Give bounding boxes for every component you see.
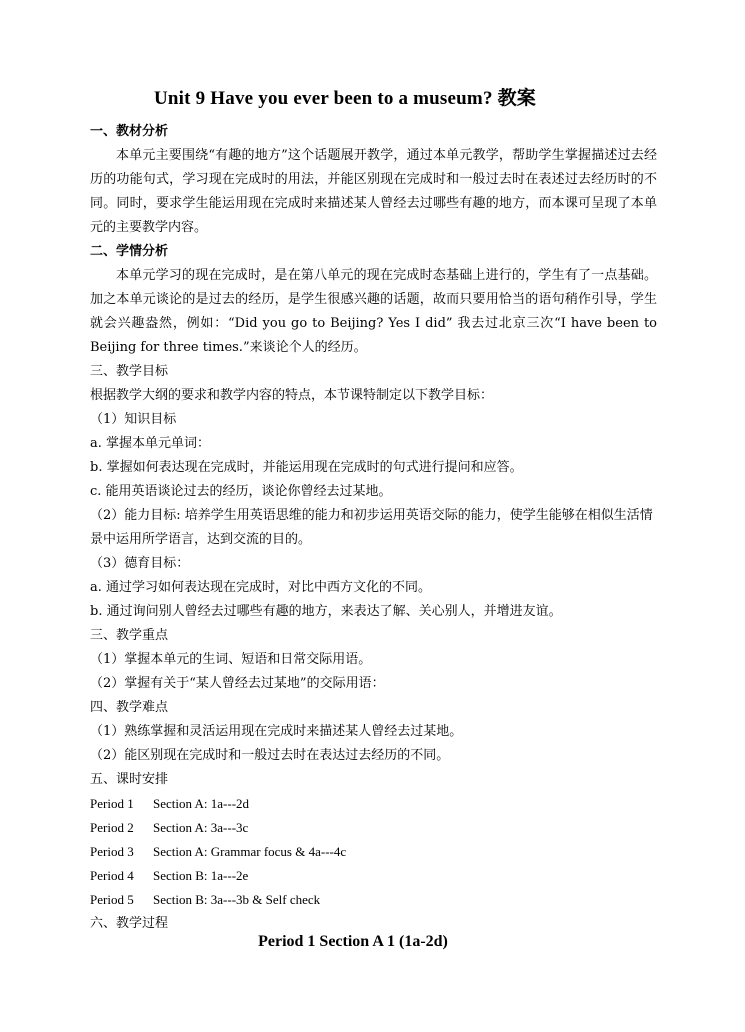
difficulty-2: （2）能区别现在完成时和一般过去时在表达过去经历的不同。 bbox=[90, 748, 450, 763]
period-value: Section A: Grammar focus & 4a---4c bbox=[153, 844, 347, 859]
period-label: Period 5 bbox=[90, 892, 134, 907]
period-value: Section A: 3a---3c bbox=[153, 820, 249, 835]
period-value: Section B: 3a---3b & Self check bbox=[153, 892, 321, 907]
section-heading-textbook-analysis: 一、教材分析 bbox=[90, 124, 169, 139]
section-heading-teaching-process: 六、教学过程 bbox=[90, 916, 169, 931]
period-row-4 bbox=[90, 864, 657, 888]
period-label: Period 1 bbox=[90, 796, 134, 811]
period-title: Period 1 Section A 1 (1a-2d) bbox=[258, 933, 448, 950]
period-label: Period 3 bbox=[90, 844, 134, 859]
section-heading-student-analysis: 二、学情分析 bbox=[90, 244, 169, 259]
textbook-analysis-paragraph: 本单元主要围绕“有趣的地方”这个话题展开教学，通过本单元教学，帮助学生掌握描述过去经历的功能句式，学习现在完成时的用法，并能区别现在完成时和一般过去时在表述过去经历时的不同。同时，要求学生能运用现在完成时来描述某人曾经去过哪些有趣的地方，而本课可呈现了本单元的主要教学内容。 bbox=[90, 148, 657, 235]
knowledge-objective-b: b. 掌握如何表达现在完成时，并能运用现在完成时的句式进行提问和应答。 bbox=[90, 460, 523, 475]
period-value: Section A: 1a---2d bbox=[153, 796, 250, 811]
document-body bbox=[90, 120, 657, 936]
ability-objective: （2）能力目标: 培养学生用英语思维的能力和初步运用英语交际的能力，使学生能够在相似生活情景中运用所学语言，达到交流的目的。 bbox=[90, 508, 653, 547]
section-heading-schedule: 五、课时安排 bbox=[90, 772, 169, 787]
period-row-3 bbox=[90, 840, 657, 864]
section-heading-teaching-objectives: 三、教学目标 bbox=[90, 364, 169, 379]
period-label: Period 4 bbox=[90, 868, 134, 883]
knowledge-objective-a: a. 掌握本单元单词： bbox=[90, 436, 211, 451]
period-label: Period 2 bbox=[90, 820, 134, 835]
knowledge-objective-c: c. 能用英语谈论过去的经历，谈论你曾经去过某地。 bbox=[90, 484, 392, 499]
key-point-1: （1）掌握本单元的生词、短语和日常交际用语。 bbox=[90, 652, 372, 667]
moral-objective-a: a. 通过学习如何表达现在完成时，对比中西方文化的不同。 bbox=[90, 580, 432, 595]
section-heading-key-points: 三、教学重点 bbox=[90, 628, 169, 643]
objectives-intro: 根据教学大纲的要求和教学内容的特点，本节课特制定以下教学目标： bbox=[90, 388, 494, 403]
document-title: Unit 9 Have you ever been to a museum? 教案 bbox=[153, 88, 537, 109]
period-row-2 bbox=[90, 816, 657, 840]
student-analysis-paragraph: 本单元学习的现在完成时，是在第八单元的现在完成时态基础上进行的，学生有了一点基础。加之本单元谈论的是过去的经历，是学生很感兴趣的话题，故而只要用恰当的语句稍作引导，学生就会兴趣盎然，例如：“Did you go to Beijing? Yes I did” 我去过北京三次“I have been to Beijing for three times.”来谈论个人的经历。 bbox=[90, 268, 657, 355]
key-point-2: （2）掌握有关于“某人曾经去过某地”的交际用语： bbox=[90, 676, 385, 691]
section-heading-difficulties: 四、教学难点 bbox=[90, 700, 169, 715]
knowledge-objectives-heading: （1）知识目标 bbox=[90, 412, 177, 427]
moral-objective-b: b. 通过询问别人曾经去过哪些有趣的地方，来表达了解、关心别人，并增进友谊。 bbox=[90, 604, 562, 619]
moral-objectives-heading: （3）德育目标： bbox=[90, 556, 190, 571]
difficulty-1: （1）熟练掌握和灵活运用现在完成时来描述某人曾经去过某地。 bbox=[90, 724, 463, 739]
period-value: Section B: 1a---2e bbox=[153, 868, 249, 883]
period-row-1 bbox=[90, 792, 657, 816]
period-row-5 bbox=[90, 888, 657, 912]
